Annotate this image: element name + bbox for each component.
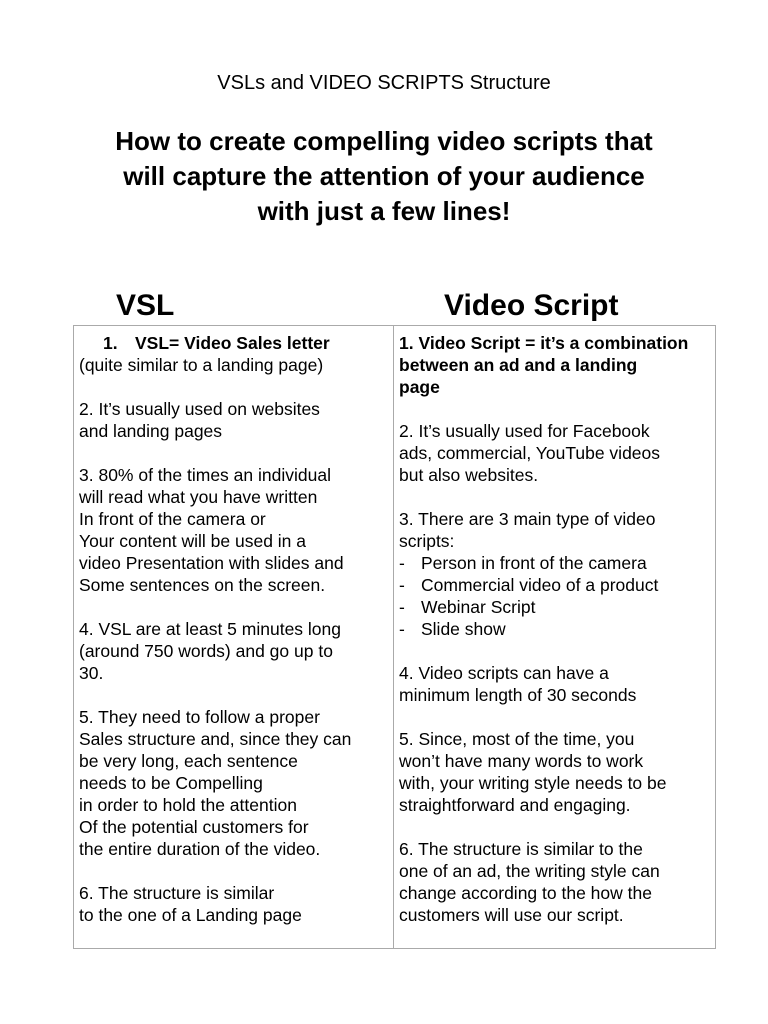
text-line: will read what you have written [79,487,318,507]
text-line: Some sentences on the screen. [79,575,326,595]
text-line: video Presentation with slides and [79,553,344,573]
vsl-column-heading: VSL [116,289,175,322]
text-line: 3. 80% of the times an individual [79,465,331,485]
table-row [74,326,716,949]
text-line: In front of the camera or [79,509,266,529]
video-script-column-heading: Video Script [444,289,619,322]
text-line: 2. It’s usually used on websites [79,399,320,419]
list-item [399,552,711,574]
text-line: in order to hold the attention [79,795,297,815]
text-line: 30. [79,663,104,683]
text-line: scripts: [399,531,455,551]
text-line: customers will use our script. [399,905,624,925]
text-line: won’t have many words to work [399,751,644,771]
vsl-item-4 [79,618,389,684]
video-script-item-1 [399,332,711,398]
video-script-item-2 [399,420,711,486]
vsl-item-1-label: VSL= Video Sales letter [135,333,330,353]
video-script-item-5 [399,728,711,816]
video-script-item-3 [399,508,711,640]
vsl-item-3 [79,464,389,596]
text-line: change according to the how the [399,883,652,903]
video-script-cell [394,326,716,949]
list-item [399,574,711,596]
text-line: but also websites. [399,465,539,485]
vsl-cell [74,326,394,949]
list-item-text: Person in front of the camera [421,553,647,573]
text-line: 6. The structure is similar [79,883,275,903]
headline-line: How to create compelling video scripts that [115,126,653,156]
list-item-text: Commercial video of a product [421,575,659,595]
headline-line: with just a few lines! [257,196,511,226]
text-line: minimum length of 30 seconds [399,685,637,705]
text-line: (around 750 words) and go up to [79,641,333,661]
video-script-item-6 [399,838,711,926]
text-line: the entire duration of the video. [79,839,321,859]
vsl-item-1-title [79,332,389,354]
vsl-item-6 [79,882,389,926]
vsl-item-2 [79,398,389,442]
text-line: Your content will be used in a [79,531,307,551]
text-line: 3. There are 3 main type of video [399,509,656,529]
headline-line: will capture the attention of your audience [123,161,645,191]
text-line: 2. It’s usually used for Facebook [399,421,650,441]
document-title: VSLs and VIDEO SCRIPTS Structure [217,72,551,94]
text-line: between an ad and a landing [399,355,638,375]
dash-bullet: - [399,597,405,617]
text-line: 6. The structure is similar to the [399,839,643,859]
list-number: 1. [103,333,118,353]
text-line: straightforward and engaging. [399,795,631,815]
text-line: one of an ad, the writing style can [399,861,660,881]
text-line: needs to be Compelling [79,773,263,793]
text-line: to the one of a Landing page [79,905,302,925]
list-item-text: Slide show [421,619,506,639]
video-script-item-4 [399,662,711,706]
text-line: ads, commercial, YouTube videos [399,443,661,463]
text-line: 4. VSL are at least 5 minutes long [79,619,342,639]
list-item-text: Webinar Script [421,597,536,617]
vsl-item-5 [79,706,389,860]
text-line: with, your writing style needs to be [399,773,667,793]
text-line: page [399,377,440,397]
text-line: Sales structure and, since they can [79,729,352,749]
text-line: 5. They need to follow a proper [79,707,320,727]
headline [60,124,708,229]
dash-bullet: - [399,553,405,573]
text-line: 4. Video scripts can have a [399,663,609,683]
vsl-item-1 [79,332,389,376]
text-line: and landing pages [79,421,223,441]
text-line: Of the potential customers for [79,817,309,837]
text-line: 5. Since, most of the time, you [399,729,635,749]
text-line: be very long, each sentence [79,751,298,771]
comparison-table [73,325,716,949]
dash-bullet: - [399,619,405,639]
text-line: 1. Video Script = it’s a combination [399,333,689,353]
dash-bullet: - [399,575,405,595]
list-item [399,618,711,640]
list-item [399,596,711,618]
vsl-item-1-text: (quite similar to a landing page) [79,355,324,375]
script-types-list [399,552,711,640]
